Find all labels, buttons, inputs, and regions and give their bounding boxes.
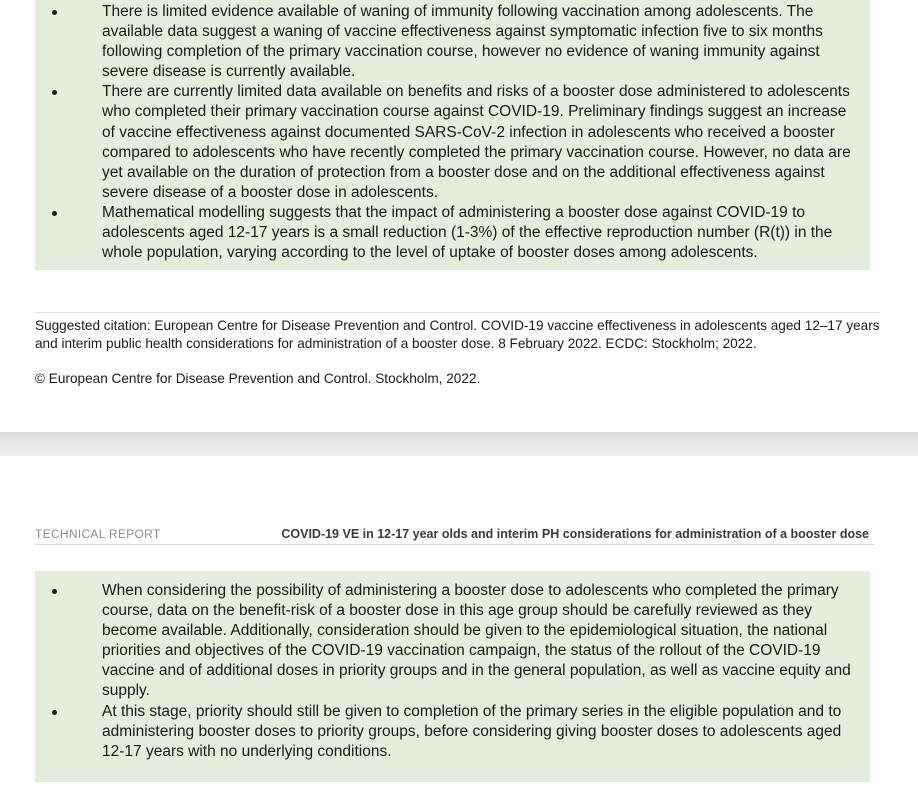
- citation-divider: [35, 312, 880, 313]
- list-item: [35, 702, 870, 762]
- bullet-text: There is limited evidence available of waning of immunity following vaccination among adolescents. The available data suggest a waning of vaccine effectiveness against symptomatic infection five to six months following completion of the primary vaccination course, however no evidence of waning immunity against severe disease is currently available.: [102, 3, 823, 81]
- bullet-icon: [52, 589, 57, 594]
- bullet-icon: [52, 710, 57, 715]
- considerations-box: [35, 571, 870, 782]
- list-item: [35, 581, 870, 702]
- bullet-text: There are currently limited data available on benefits and risks of a booster dose administered to adolescents who completed their primary vaccination course against COVID-19. Preliminary findings suggest an increase of vaccine effectiveness against documented SARS-CoV-2 infection in adolescents who received a booster compared to adolescents who have recently completed the primary vaccination course. However, no data are yet available on the duration of protection from a booster dose and on the additional effectiveness against severe disease of a booster dose in adolescents.: [102, 83, 851, 201]
- list-item: [35, 82, 870, 203]
- key-messages-box: [35, 0, 870, 270]
- bullet-icon: [52, 211, 57, 216]
- suggested-citation: Suggested citation: European Centre for Disease Prevention and Control. COVID-19 vaccine effectiveness in adolescents aged 12–17 years and interim public health considerations for administration of a booster dose. 8 February 2022. ECDC: Stockholm; 2022.: [35, 318, 880, 351]
- bullet-icon: [52, 10, 57, 15]
- bullet-text: At this stage, priority should still be given to completion of the primary series in the eligible population and to administering booster doses to priority groups, before considering giving booster doses to adolescents aged 12-17 years with no underlying conditions.: [102, 702, 842, 760]
- list-item: [35, 203, 870, 263]
- bullet-icon: [52, 90, 57, 95]
- bullet-text: When considering the possibility of administering a booster dose to adolescents who completed the primary course, data on the benefit-risk of a booster dose in this age group should be carefully reviewed as they become available. Additionally, consideration should be given to the epidemiological situation, the national priorities and objectives of the COVID-19 vaccination campaign, the status of the rollout of the COVID-19 vaccine and of additional doses in priority groups and in the general population, as well as vaccine equity and supply.: [102, 582, 851, 700]
- bullet-list: [35, 2, 870, 263]
- list-item: [35, 2, 870, 82]
- running-header: [35, 526, 875, 545]
- report-short-title: COVID-19 VE in 12-17 year olds and interim PH considerations for administration of a booster dose: [281, 527, 869, 541]
- page-separator: [0, 432, 918, 456]
- bullet-list: [35, 581, 870, 762]
- copyright-notice: © European Centre for Disease Prevention and Control. Stockholm, 2022.: [35, 371, 481, 386]
- bullet-text: Mathematical modelling suggests that the impact of administering a booster dose against COVID-19 to adolescents aged 12-17 years is a small reduction (1-3%) of the effective reproduction number (R(t)) in the whole population, varying according to the level of uptake of booster doses among adolescents.: [102, 203, 833, 262]
- report-type-label: TECHNICAL REPORT: [35, 527, 161, 541]
